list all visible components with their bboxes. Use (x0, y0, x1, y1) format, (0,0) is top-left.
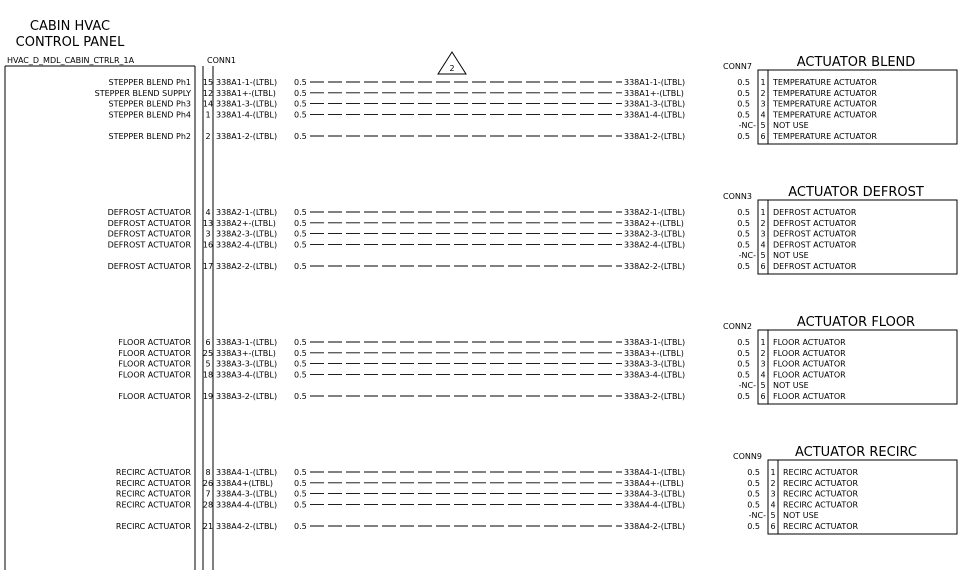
conn1-pin-number: 6 (205, 338, 211, 347)
wire-tag-left: 338A2-3-(LTBL) (216, 229, 278, 239)
actuator-pin-number: 5 (760, 251, 766, 261)
wire-gauge-left: 0.5 (294, 338, 307, 347)
actuator-pin-description: DEFROST ACTUATOR (773, 218, 857, 228)
actuator-pin-number: 3 (770, 489, 776, 499)
wire-gauge-right: 0.5 (737, 78, 750, 87)
conn1-pin-number: 5 (205, 359, 211, 369)
wire-gauge-left: 0.5 (294, 359, 307, 369)
wire-tag-left: 338A1-3-(LTBL) (216, 99, 278, 109)
module-pin-label: FLOOR ACTUATOR (118, 359, 191, 369)
conn1-pin-number: 15 (202, 78, 214, 87)
wire-gauge-right: 0.5 (747, 500, 760, 510)
wire-tag-right: 338A3-1-(LTBL) (624, 338, 686, 347)
actuator-connector-label: CONN3 (723, 192, 752, 201)
wire-tag-right: 338A1-1-(LTBL) (624, 78, 686, 87)
wire-tag-right: 338A2-1-(LTBL) (624, 208, 686, 217)
actuator-pin-number: 1 (760, 338, 766, 347)
actuator-pin-number: 3 (760, 359, 766, 369)
module-pin-label: DEFROST ACTUATOR (107, 240, 191, 250)
wire-gauge-left: 0.5 (294, 500, 307, 510)
actuator-pin-description: TEMPERATURE ACTUATOR (773, 110, 877, 120)
wire-tag-right: 338A2-4-(LTBL) (624, 240, 686, 250)
wire-tag-right: 338A4-4-(LTBL) (624, 500, 686, 510)
conn1-pin-number: 17 (202, 262, 214, 271)
wire-tag-left: 338A3-2-(LTBL) (216, 392, 278, 401)
wire-gauge-right: 0.5 (737, 338, 750, 347)
actuator-group-title: ACTUATOR RECIRC (794, 445, 918, 460)
wire-gauge-left: 0.5 (294, 522, 307, 531)
actuator-pin-number: 5 (760, 381, 766, 391)
wire-tag-left: 338A1-1-(LTBL) (216, 78, 278, 87)
wire-gauge-right: 0.5 (737, 370, 750, 380)
conn1-pin-number: 14 (202, 99, 214, 109)
actuator-pin-description: RECIRC ACTUATOR (783, 500, 859, 510)
actuator-pin-description: TEMPERATURE ACTUATOR (773, 99, 877, 109)
wire-gauge-left: 0.5 (294, 489, 307, 499)
actuator-connector-label: CONN7 (723, 62, 752, 71)
not-connected-label: -NC- (738, 381, 756, 391)
actuator-pin-number: 4 (770, 500, 776, 510)
actuator-pin-description: FLOOR ACTUATOR (773, 359, 846, 369)
wire-tag-right: 338A4+-(LTBL) (624, 478, 684, 488)
module-pin-label: RECIRC ACTUATOR (115, 468, 191, 477)
actuator-pin-number: 5 (770, 511, 776, 521)
actuator-group-title: ACTUATOR DEFROST (788, 185, 924, 200)
actuator-pin-number: 6 (770, 522, 776, 531)
actuator-connector-label: CONN9 (733, 452, 762, 461)
actuator-pin-number: 3 (760, 99, 766, 109)
wire-tag-left: 338A2-2-(LTBL) (216, 262, 278, 271)
wire-gauge-left: 0.5 (294, 78, 307, 87)
conn1-pin-number: 21 (202, 522, 214, 531)
wire-tag-left: 338A2+-(LTBL) (216, 218, 276, 228)
wire-gauge-right: 0.5 (747, 468, 760, 477)
actuator-pin-number: 3 (760, 229, 766, 239)
actuator-pin-description: RECIRC ACTUATOR (783, 522, 859, 531)
wire-tag-left: 338A2-1-(LTBL) (216, 208, 278, 217)
conn1-pin-number: 12 (202, 88, 214, 98)
wire-tag-right: 338A1-4-(LTBL) (624, 110, 686, 120)
wire-gauge-right: 0.5 (747, 522, 760, 531)
wire-gauge-left: 0.5 (294, 229, 307, 239)
wire-gauge-right: 0.5 (737, 359, 750, 369)
wire-gauge-right: 0.5 (737, 240, 750, 250)
wire-tag-left: 338A1+-(LTBL) (216, 88, 276, 98)
actuator-pin-description: FLOOR ACTUATOR (773, 348, 846, 358)
actuator-pin-number: 4 (760, 240, 766, 250)
actuator-connector-label: CONN2 (723, 322, 752, 331)
wire-tag-left: 338A3+-(LTBL) (216, 348, 276, 358)
wire-tag-left: 338A4-2-(LTBL) (216, 522, 278, 531)
wire-gauge-right: 0.5 (737, 208, 750, 217)
wire-tag-left: 338A3-4-(LTBL) (216, 370, 278, 380)
module-pin-label: RECIRC ACTUATOR (115, 489, 191, 499)
conn1-pin-number: 25 (202, 348, 214, 358)
module-pin-label: RECIRC ACTUATOR (115, 522, 191, 531)
module-pin-label: DEFROST ACTUATOR (107, 208, 191, 217)
actuator-pin-description: FLOOR ACTUATOR (773, 338, 846, 347)
conn1-pin-number: 16 (202, 240, 214, 250)
wire-tag-left: 338A1-2-(LTBL) (216, 132, 278, 141)
wire-gauge-left: 0.5 (294, 218, 307, 228)
module-pin-label: FLOOR ACTUATOR (118, 392, 191, 401)
wire-tag-right: 338A4-3-(LTBL) (624, 489, 686, 499)
wire-gauge-left: 0.5 (294, 468, 307, 477)
module-pin-label: RECIRC ACTUATOR (115, 478, 191, 488)
module-pin-label: RECIRC ACTUATOR (115, 500, 191, 510)
actuator-pin-number: 1 (760, 208, 766, 217)
wire-tag-left: 338A4+(LTBL) (216, 478, 273, 488)
wire-tag-left: 338A4-1-(LTBL) (216, 468, 278, 477)
conn1-pin-number: 3 (205, 229, 211, 239)
wire-tag-right: 338A3-2-(LTBL) (624, 392, 686, 401)
actuator-pin-description: TEMPERATURE ACTUATOR (773, 132, 877, 141)
not-connected-label: -NC- (748, 511, 766, 521)
module-pin-label: FLOOR ACTUATOR (118, 370, 191, 380)
wire-gauge-right: 0.5 (747, 489, 760, 499)
module-pin-label: DEFROST ACTUATOR (107, 229, 191, 239)
actuator-pin-number: 2 (760, 218, 766, 228)
module-pin-label: STEPPER BLEND Ph1 (108, 78, 191, 87)
wire-tag-right: 338A1-2-(LTBL) (624, 132, 686, 141)
conn1-pin-number: 1 (205, 110, 211, 120)
module-pin-label: FLOOR ACTUATOR (118, 338, 191, 347)
actuator-group-title: ACTUATOR BLEND (796, 55, 916, 70)
wire-tag-left: 338A3-3-(LTBL) (216, 359, 278, 369)
actuator-pin-number: 5 (760, 121, 766, 131)
wire-gauge-right: 0.5 (737, 88, 750, 98)
wire-gauge-left: 0.5 (294, 478, 307, 488)
conn1-pin-number: 2 (205, 132, 211, 141)
wire-tag-right: 338A1+-(LTBL) (624, 88, 684, 98)
wire-gauge-left: 0.5 (294, 392, 307, 401)
actuator-pin-description: NOT USE (773, 251, 809, 261)
actuator-pin-description: DEFROST ACTUATOR (773, 240, 857, 250)
wire-gauge-left: 0.5 (294, 110, 307, 120)
actuator-pin-description: DEFROST ACTUATOR (773, 229, 857, 239)
wire-gauge-right: 0.5 (737, 229, 750, 239)
actuator-pin-description: RECIRC ACTUATOR (783, 489, 859, 499)
actuator-pin-number: 6 (760, 392, 766, 401)
actuator-pin-number: 4 (760, 110, 766, 120)
revision-marker: 2 (449, 64, 455, 73)
actuator-pin-number: 1 (770, 468, 776, 477)
module-pin-label: STEPPER BLEND SUPPLY (94, 88, 191, 98)
actuator-pin-number: 6 (760, 132, 766, 141)
actuator-pin-description: DEFROST ACTUATOR (773, 208, 857, 217)
not-connected-label: -NC- (738, 251, 756, 261)
module-pin-label: STEPPER BLEND Ph2 (108, 132, 191, 141)
wire-tag-right: 338A3+-(LTBL) (624, 348, 684, 358)
wire-gauge-right: 0.5 (737, 110, 750, 120)
actuator-pin-description: TEMPERATURE ACTUATOR (773, 88, 877, 98)
wire-gauge-left: 0.5 (294, 348, 307, 358)
wire-tag-left: 338A3-1-(LTBL) (216, 338, 278, 347)
wire-tag-right: 338A2-2-(LTBL) (624, 262, 686, 271)
actuator-pin-description: NOT USE (773, 121, 809, 131)
module-pin-label: DEFROST ACTUATOR (107, 262, 191, 271)
actuator-pin-number: 1 (760, 78, 766, 87)
wire-gauge-left: 0.5 (294, 132, 307, 141)
wire-gauge-right: 0.5 (737, 132, 750, 141)
wire-tag-left: 338A4-3-(LTBL) (216, 489, 278, 499)
actuator-pin-description: TEMPERATURE ACTUATOR (773, 78, 877, 87)
conn1-pin-number: 18 (202, 370, 214, 380)
actuator-pin-description: FLOOR ACTUATOR (773, 370, 846, 380)
module-title-line1: CABIN HVAC (29, 19, 111, 34)
actuator-pin-number: 2 (760, 88, 766, 98)
conn1-pin-number: 28 (202, 500, 214, 510)
conn1-pin-number: 13 (202, 218, 214, 228)
wire-tag-right: 338A4-1-(LTBL) (624, 468, 686, 477)
wire-tag-right: 338A1-3-(LTBL) (624, 99, 686, 109)
conn1-pin-number: 8 (205, 468, 211, 477)
actuator-pin-description: FLOOR ACTUATOR (773, 392, 846, 401)
wire-gauge-right: 0.5 (737, 392, 750, 401)
actuator-pin-number: 2 (760, 348, 766, 358)
actuator-pin-number: 6 (760, 262, 766, 271)
not-connected-label: -NC- (738, 121, 756, 131)
actuator-pin-description: DEFROST ACTUATOR (773, 262, 857, 271)
actuator-pin-description: RECIRC ACTUATOR (783, 478, 859, 488)
wire-tag-right: 338A3-4-(LTBL) (624, 370, 686, 380)
wire-gauge-left: 0.5 (294, 370, 307, 380)
conn1-pin-number: 19 (202, 392, 214, 401)
module-pin-label: STEPPER BLEND Ph4 (108, 110, 191, 120)
actuator-pin-number: 2 (770, 478, 776, 488)
wire-gauge-right: 0.5 (747, 478, 760, 488)
wire-gauge-left: 0.5 (294, 262, 307, 271)
actuator-pin-description: RECIRC ACTUATOR (783, 468, 859, 477)
wire-tag-left: 338A4-4-(LTBL) (216, 500, 278, 510)
module-connector-label: CONN1 (207, 56, 236, 65)
module-pin-label: FLOOR ACTUATOR (118, 348, 191, 358)
actuator-pin-description: NOT USE (783, 511, 819, 521)
module-title-line2: CONTROL PANEL (15, 35, 125, 50)
wire-tag-left: 338A1-4-(LTBL) (216, 110, 278, 120)
wire-gauge-right: 0.5 (737, 262, 750, 271)
wire-gauge-left: 0.5 (294, 208, 307, 217)
actuator-pin-number: 4 (760, 370, 766, 380)
wire-tag-right: 338A3-3-(LTBL) (624, 359, 686, 369)
actuator-pin-description: NOT USE (773, 381, 809, 391)
wire-gauge-right: 0.5 (737, 218, 750, 228)
wire-tag-right: 338A2-3-(LTBL) (624, 229, 686, 239)
actuator-group-title: ACTUATOR FLOOR (796, 315, 916, 330)
wire-gauge-right: 0.5 (737, 348, 750, 358)
wire-gauge-left: 0.5 (294, 99, 307, 109)
wire-tag-left: 338A2-4-(LTBL) (216, 240, 278, 250)
module-pin-label: DEFROST ACTUATOR (107, 218, 191, 228)
conn1-pin-number: 7 (205, 489, 211, 499)
module-part-number: HVAC_D_MDL_CABIN_CTRLR_1A (7, 56, 135, 65)
conn1-pin-number: 26 (202, 478, 214, 488)
wire-tag-right: 338A2+-(LTBL) (624, 218, 684, 228)
wire-tag-right: 338A4-2-(LTBL) (624, 522, 686, 531)
conn1-pin-number: 4 (205, 208, 211, 217)
wire-gauge-left: 0.5 (294, 88, 307, 98)
wire-gauge-left: 0.5 (294, 240, 307, 250)
module-pin-label: STEPPER BLEND Ph3 (108, 99, 191, 109)
wire-gauge-right: 0.5 (737, 99, 750, 109)
